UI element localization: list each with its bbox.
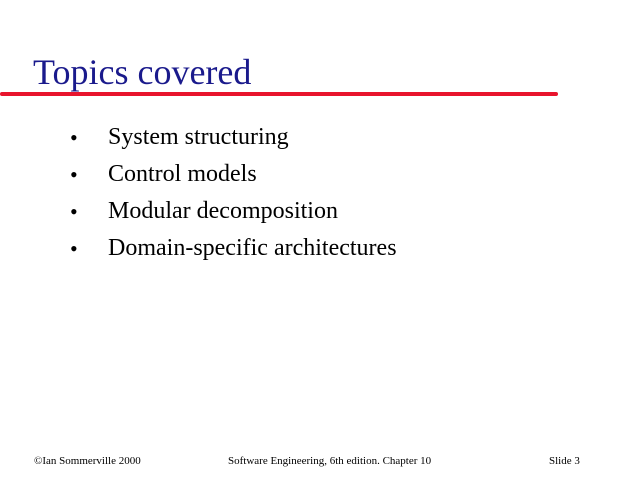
bullet-dot-icon: • [70,198,78,224]
title-underline [0,92,558,96]
footer-copyright: ©Ian Sommerville 2000 [34,455,141,467]
bullet-item [70,119,397,156]
slide-title: Topics covered [33,52,252,92]
bullet-text: Modular decomposition [108,198,338,224]
footer-book-title: Software Engineering, 6th edition. Chapter 10 [228,455,432,467]
bullet-dot-icon: • [70,235,78,261]
bullet-item [70,230,397,267]
bullet-dot-icon: • [70,161,78,187]
bullet-list [70,119,397,267]
footer-slide-number: Slide 3 [549,455,580,467]
bullet-text: Control models [108,161,257,187]
bullet-text: Domain-specific architectures [108,235,397,261]
bullet-dot-icon: • [70,124,78,150]
bullet-text: System structuring [108,124,289,150]
bullet-item [70,193,397,230]
bullet-item [70,156,397,193]
